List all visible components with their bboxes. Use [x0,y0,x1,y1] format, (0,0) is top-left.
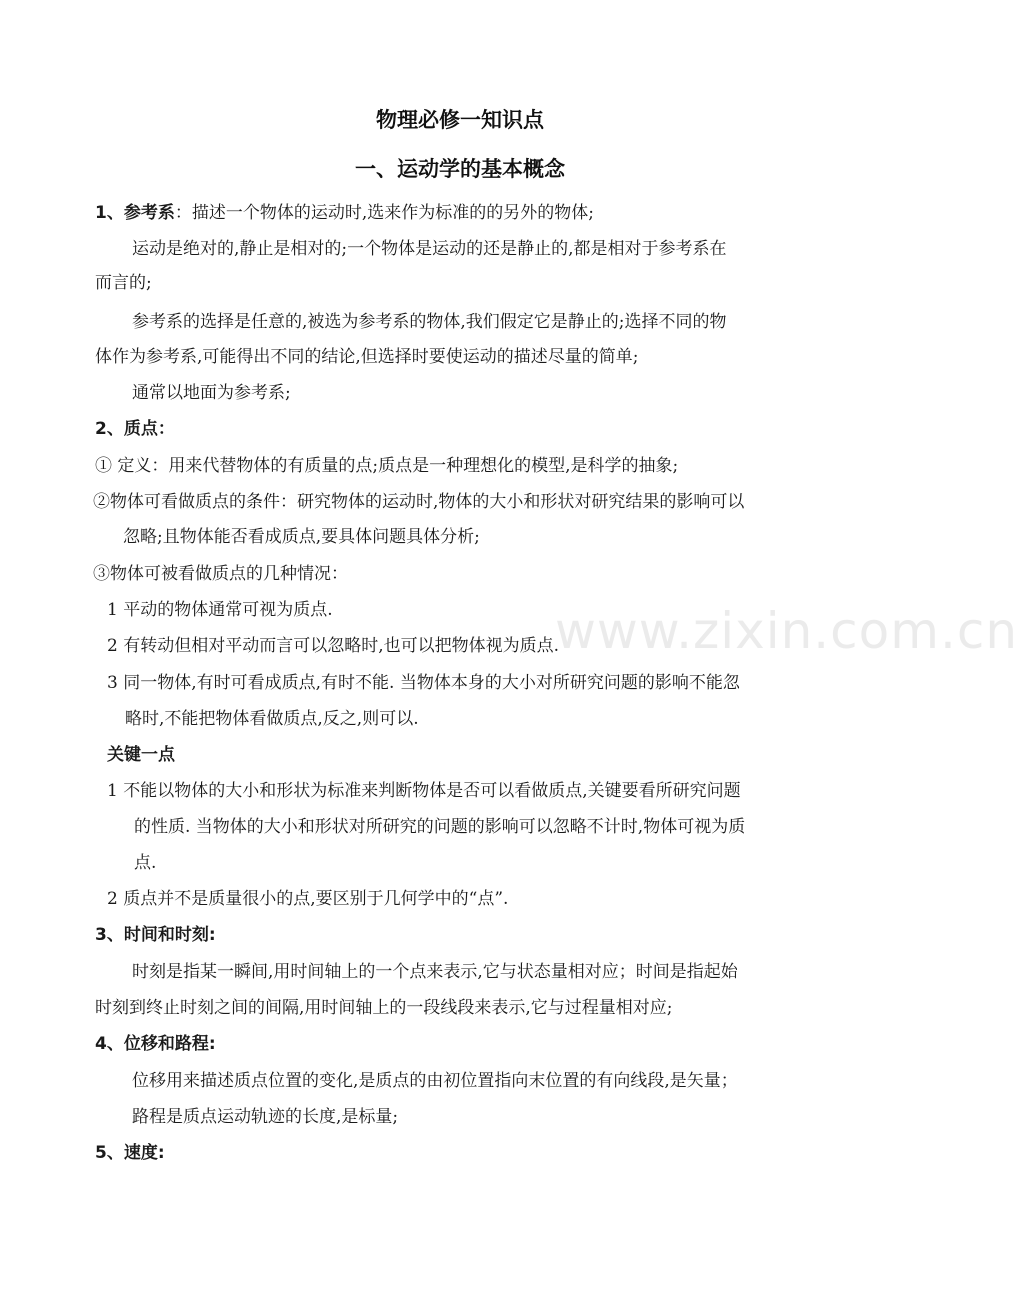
section-1-definition-text: 描述一个物体的运动时,选来作为标准的的另外的物体; [191,203,594,223]
key-point-continuation: 的性质. 当物体的大小和形状对所研究的问题的影响可以忽略不计时,物体可视为质 [134,817,746,837]
case-item-continuation: 略时,不能把物体看做质点,反之,则可以. [125,709,419,729]
key-point-heading: 关键一点 [107,745,175,765]
list-item: ②物体可看做质点的条件：研究物体的运动时,物体的大小和形状对研究结果的影响可以 [93,492,745,512]
paragraph-line: 时刻到终止时刻之间的间隔,用时间轴上的一段线段来表示,它与过程量相对应; [95,998,673,1018]
chapter-heading: 一、运动学的基本概念 [355,157,565,181]
case-item: 1 平动的物体通常可视为质点. [107,600,333,620]
section-3-heading: 3、时间和时刻: [95,925,216,945]
case-item: 3 同一物体,有时可看成质点,有时不能. 当物体本身的大小对所研究问题的影响不能忽 [107,673,740,693]
paragraph-line: 位移用来描述质点位置的变化,是质点的由初位置指向末位置的有向线段,是矢量； [132,1071,738,1091]
section-1-number: 1、 [95,203,124,223]
case-item: 2 有转动但相对平动而言可以忽略时,也可以把物体视为质点. [107,636,560,656]
section-1-definition [95,200,594,226]
section-5-heading: 5、速度: [95,1143,165,1163]
watermark: www.zixin.com.cn [555,602,1018,660]
section-1-heading: 参考系 [123,203,175,223]
paragraph-line: 运动是绝对的,静止是相对的;一个物体是运动的还是静止的,都是相对于参考系在 [132,239,727,259]
paragraph-line: 时刻是指某一瞬间,用时间轴上的一个点来表示,它与状态量相对应；时间是指起始 [132,962,738,982]
paragraph-line: 体作为参考系,可能得出不同的结论,但选择时要使运动的描述尽量的简单; [95,347,639,367]
section-1-colon: ： [174,203,192,223]
section-2-heading: 2、质点： [95,419,175,439]
document-title: 物理必修一知识点 [376,108,544,132]
key-point-item: 2 质点并不是质量很小的点,要区别于几何学中的“点”. [107,889,509,909]
paragraph-line: 参考系的选择是任意的,被选为参考系的物体,我们假定它是静止的;选择不同的物 [132,312,727,332]
paragraph-line: 而言的; [95,273,152,293]
paragraph-line: 路程是质点运动轨迹的长度,是标量; [132,1107,399,1127]
key-point-continuation: 点. [134,853,157,873]
paragraph-line: 通常以地面为参考系; [132,383,291,403]
key-point-item: 1 不能以物体的大小和形状为标准来判断物体是否可以看做质点,关键要看所研究问题 [107,781,741,801]
section-4-heading: 4、位移和路程: [95,1034,216,1054]
list-item-continuation: 忽略;且物体能否看成质点,要具体问题具体分析; [123,527,480,547]
list-item: ③物体可被看做质点的几种情况： [93,564,348,584]
list-item: ① 定义：用来代替物体的有质量的点;质点是一种理想化的模型,是科学的抽象; [95,456,679,476]
